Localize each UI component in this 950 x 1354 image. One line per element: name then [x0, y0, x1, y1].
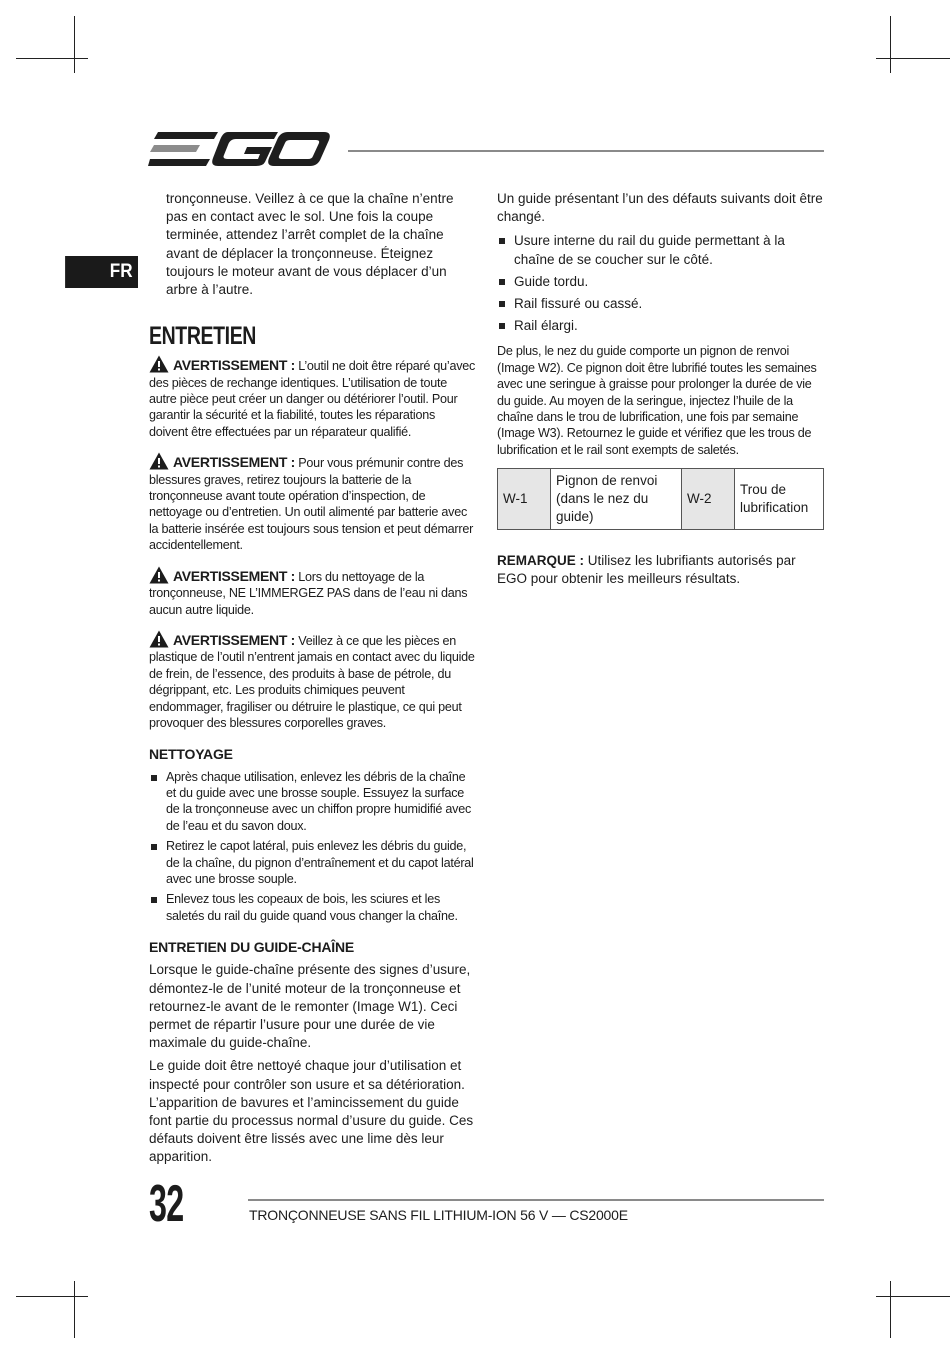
warning-label: AVERTISSEMENT : — [173, 357, 296, 374]
warning-label: AVERTISSEMENT : — [173, 454, 296, 471]
note-label: REMARQUE : — [497, 553, 584, 569]
list-item-text: Retirez le capot latéral, puis enlevez les débris du guide, de la chaîne, du pignon d’entraînement et du capot latéral avec une brosse souple. — [166, 839, 474, 886]
note-paragraph — [497, 552, 824, 588]
table-cell-code: W-1 — [498, 469, 551, 530]
warning-block — [149, 452, 476, 553]
square-bullet-icon — [499, 279, 505, 285]
warning-text: L’outil ne doit être réparé qu’avec des pièces de rechange identiques. L’utilisation de toute autre pièce peut créer un danger ou détériorer l’outil. Pour garantir la sécurité et la fiabilité, toutes les réparations doivent être effectuées par un réparateur qualifié. — [149, 359, 476, 439]
square-bullet-icon — [499, 238, 505, 244]
list-item-text: Guide tordu. — [514, 273, 589, 289]
warning-label: AVERTISSEMENT : — [173, 631, 296, 648]
intro-paragraph: tronçonneuse. Veillez à ce que la chaîne n’entre pas en contact avec le sol. Une fois la coupe terminée, attendez l’arrêt complet de la chaîne avant de déplacer la tronçonneuse. Éteignez toujours le moteur avant de vous déplacer d’un arbre à l’autre. — [166, 191, 454, 298]
subsection-title-nettoyage: NETTOYAGE — [149, 746, 233, 763]
warning-block — [149, 355, 476, 440]
list-item-text: Rail fissuré ou cassé. — [514, 296, 643, 312]
square-bullet-icon — [151, 897, 157, 903]
defects-list — [497, 232, 824, 335]
table-row — [498, 469, 824, 530]
list-item-text: Usure interne du rail du guide permettant à la chaîne de se coucher sur le côté. — [514, 233, 785, 267]
list-item — [149, 838, 476, 887]
footer-title: TRONÇONNEUSE SANS FIL LITHIUM-ION 56 V — CS2000E — [249, 1207, 628, 1223]
crop-mark — [16, 1296, 88, 1297]
list-item-text: Enlevez tous les copeaux de bois, les sciures et les saletés du rail du guide quand vous changer la chaîne. — [166, 892, 458, 923]
defects-intro: Un guide présentant l’un des défauts suivants doit être changé. — [497, 191, 823, 225]
table-cell-desc: Trou de lubrification — [735, 469, 824, 530]
note-text: Utilisez les lubrifiants autorisés par EGO pour obtenir les meilleurs résultats. — [497, 553, 796, 587]
warning-block — [149, 566, 476, 618]
list-item-text: Rail élargi. — [514, 318, 578, 334]
crop-mark — [74, 16, 75, 73]
square-bullet-icon — [151, 775, 157, 781]
guide-paragraph: Le guide doit être nettoyé chaque jour d’utilisation et inspecté pour contrôler son usure et sa détérioration. L’apparition de bavures et l’amincissement du guide font partie du processus normal d’usure du guide. Ces défauts doivent être lissés avec une lime dès leur apparition. — [149, 1058, 474, 1165]
warning-icon — [149, 630, 169, 648]
guide-paragraph: Lorsque le guide-chaîne présente des signes d’usure, démontez-le de l’unité moteur de la tronçonneuse et retournez-le avant de le remonter (Image W1). Ceci permet de répartir l’usure pour une durée de vie maximale du guide-chaîne. — [149, 962, 471, 1051]
list-item — [497, 273, 824, 291]
list-item — [497, 295, 824, 313]
warning-block — [149, 630, 476, 731]
warning-text: Veillez à ce que les pièces en plastique de l’outil n’entrent jamais en contact avec du liquide de frein, de l’essence, des produits à base de pétrole, du dégrippant, etc. Les produits chimiques peuvent endommager, fragiliser ou détruire le plastique, ce qui peut provoquer des blessures corporelles graves. — [149, 633, 475, 730]
page-number: 32 — [149, 1175, 184, 1233]
warning-icon — [149, 452, 169, 470]
crop-mark — [876, 58, 950, 59]
ego-logo — [148, 128, 332, 172]
square-bullet-icon — [151, 844, 157, 850]
table-cell-code: W-2 — [682, 469, 735, 530]
lubrication-paragraph: De plus, le nez du guide comporte un pignon de renvoi (Image W2). Ce pignon doit être lubrifié toutes les semaines avec une seringue à graisse pour prolonger la durée de vie du guide. Au moyen de la seringue, injectez l’huile de la chaîne dans le trou de lubrification, une fois par semaine (Image W3). Retournez le guide et vérifiez que les trous de lubrification et le rail sont exempts de saletés. — [497, 344, 817, 457]
footer-rule — [248, 1199, 824, 1201]
list-item — [149, 769, 476, 835]
table-cell-desc: Pignon de renvoi (dans le nez du guide) — [551, 469, 682, 530]
warning-icon — [149, 355, 169, 373]
warning-text: Lors du nettoyage de la tronçonneuse, NE L’IMMERGEZ PAS dans de l’eau ni dans aucun autre liquide. — [149, 569, 468, 617]
list-item-text: Après chaque utilisation, enlevez les débris de la chaîne et du guide avec une brosse souple. Essuyez la surface de la tronçonneuse avec un chiffon propre humidifié avec de l’eau et du savon doux. — [166, 769, 472, 833]
reference-table — [497, 468, 824, 530]
crop-mark — [890, 1281, 891, 1338]
list-item — [149, 891, 476, 924]
cleaning-list — [149, 769, 476, 925]
list-item — [497, 232, 824, 268]
warning-text: Pour vous prémunir contre des blessures graves, retirez toujours la batterie de la tronçonneuse avant toute opération d’inspection, de nettoyage ou d’entretien. Un outil alimenté par batterie avec la batterie insérée est toujours sous tension et peut démarrer accidentellement. — [149, 456, 474, 553]
crop-mark — [890, 16, 891, 73]
crop-mark — [876, 1296, 950, 1297]
warning-icon — [149, 566, 169, 584]
warning-label: AVERTISSEMENT : — [173, 567, 296, 584]
left-column — [149, 190, 476, 1172]
square-bullet-icon — [499, 301, 505, 307]
right-column — [497, 190, 824, 594]
crop-mark — [74, 1281, 75, 1338]
list-item — [497, 317, 824, 335]
subsection-title-guide: ENTRETIEN DU GUIDE-CHAÎNE — [149, 939, 355, 956]
square-bullet-icon — [499, 323, 505, 329]
language-tab: FR — [65, 256, 138, 288]
section-title-entretien: ENTRETIEN — [149, 322, 257, 351]
crop-mark — [16, 58, 88, 59]
header-rule — [348, 150, 824, 152]
